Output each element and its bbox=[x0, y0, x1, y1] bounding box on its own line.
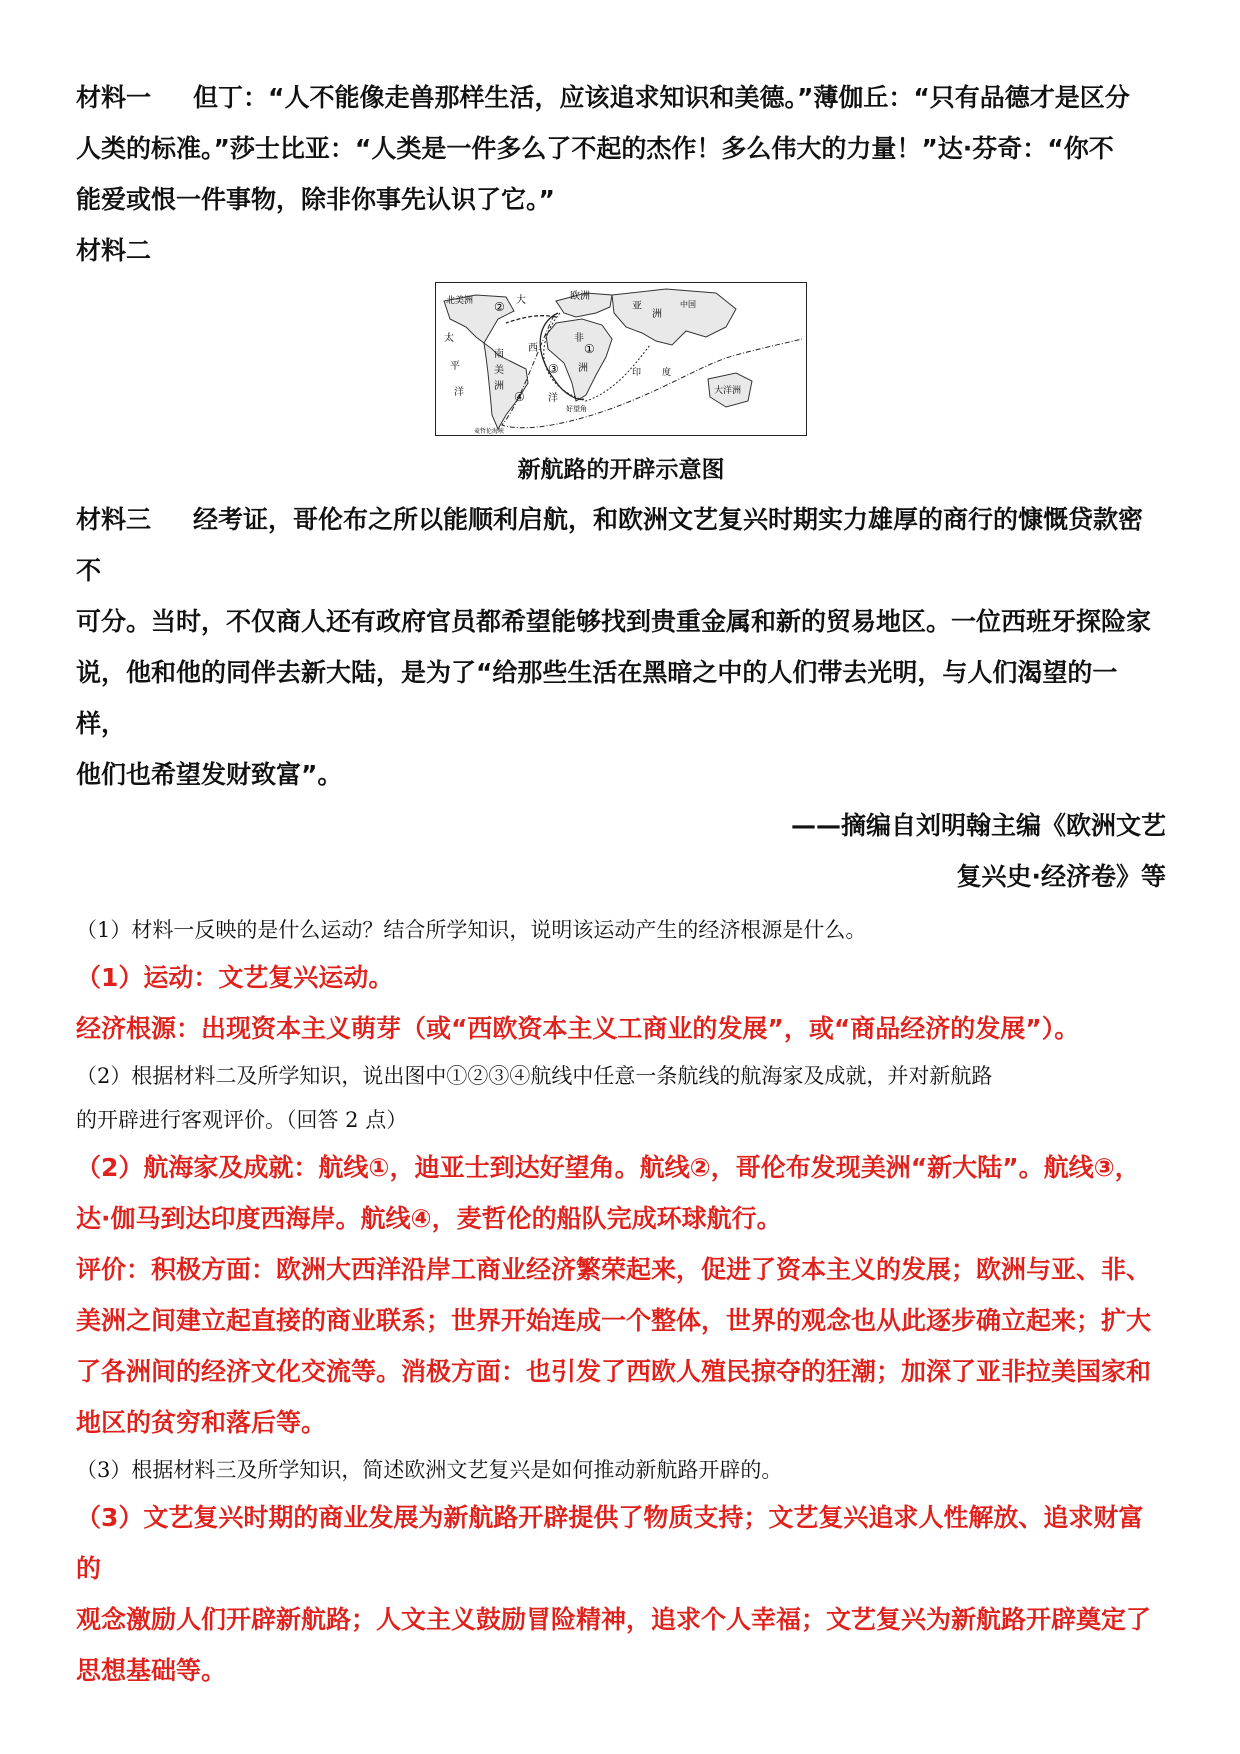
map-caption: 新航路的开辟示意图 bbox=[517, 457, 725, 483]
map-label-india-du: 度 bbox=[662, 368, 672, 378]
map-label-tai: 太 bbox=[444, 333, 454, 344]
q3-answer-1: （3）文艺复兴时期的商业发展为新航路开辟提供了物质支持；文艺复兴追求人性解放、追求财富的 bbox=[76, 1503, 1144, 1583]
map-label-da: 大 bbox=[516, 295, 526, 306]
map-route-1: ① bbox=[584, 342, 595, 356]
q3-answer-3: 思想基础等。 bbox=[76, 1656, 227, 1685]
material3-label: 材料三 bbox=[76, 505, 152, 534]
map-label-sa-nan: 南 bbox=[494, 349, 504, 360]
map-route-3: ③ bbox=[548, 362, 559, 376]
material3-line-2: 可分。当时，不仅商人还有政府官员都希望能够找到贵重金属和新的贸易地区。一位西班牙探险家 bbox=[76, 607, 1152, 636]
material2-label: 材料二 bbox=[76, 236, 152, 265]
map-label-ping: 平 bbox=[450, 361, 460, 372]
material1-line-3: 能爱或恨一件事物，除非你事先认识了它。” bbox=[76, 185, 555, 214]
map-route-2: ② bbox=[494, 300, 505, 314]
q3-answer-2: 观念激励人们开辟新航路；人文主义鼓励冒险精神，追求个人幸福；文艺复兴为新航路开辟奠定了 bbox=[76, 1605, 1152, 1634]
map-label-cape: 好望角 bbox=[566, 405, 587, 413]
material3-line-3: 说，他和他的同伴去新大陆，是为了“给那些生活在黑暗之中的人们带去光明，与人们渴望的一样， bbox=[76, 658, 1118, 738]
material3-source-2: 复兴史·经济卷》等 bbox=[956, 862, 1166, 891]
map-figure bbox=[76, 282, 1166, 440]
map-label-africa-fei: 非 bbox=[574, 333, 584, 344]
map-route-4: ④ bbox=[514, 390, 525, 404]
map-label-sa-mei: 美 bbox=[494, 365, 504, 376]
q2-question-1: （2）根据材料二及所学知识，说出图中①②③④航线中任意一条航线的航海家及成就，并对新航路 bbox=[76, 1064, 993, 1088]
map-label-china: 中国 bbox=[680, 300, 696, 309]
q2-question-2: 的开辟进行客观评价。（回答 2 点） bbox=[76, 1108, 408, 1132]
q2-answer-6: 地区的贫穷和落后等。 bbox=[76, 1408, 327, 1437]
q2-answer-4: 美洲之间建立起直接的商业联系；世界开始连成一个整体，世界的观念也从此逐步确立起来；扩大 bbox=[76, 1306, 1152, 1335]
map-label-sa-zhou: 洲 bbox=[494, 381, 504, 392]
material1-line-2: 人类的标准。”莎士比亚：“人类是一件多么了不起的杰作！多么伟大的力量！”达·芬奇：“你不 bbox=[76, 134, 1114, 163]
material3-line-4: 他们也希望发财致富”。 bbox=[76, 760, 343, 789]
map-label-oceania: 大洋洲 bbox=[714, 386, 742, 396]
q1-answer-2: 经济根源：出现资本主义萌芽（或“西欧资本主义工商业的发展”，或“商品经济的发展”）。 bbox=[76, 1014, 1080, 1043]
material1-label: 材料一 bbox=[76, 83, 152, 112]
map-label-yang-left: 洋 bbox=[454, 387, 464, 398]
q2-answer-5: 了各洲间的经济文化交流等。消极方面：也引发了西欧人殖民掠夺的狂潮；加深了亚非拉美国家和 bbox=[76, 1357, 1152, 1386]
map-label-asia-ya: 亚 bbox=[632, 301, 642, 312]
material3-source-1: ——摘编自刘明翰主编《欧洲文艺 bbox=[790, 811, 1166, 840]
q2-answer-2: 达·伽马到达印度西海岸。航线④，麦哲伦的船队完成环球航行。 bbox=[76, 1204, 782, 1233]
material3-line-1: 材料三 经考证，哥伦布之所以能顺利启航，和欧洲文艺复兴时期实力雄厚的商行的慷慨贷款密不 bbox=[76, 505, 1144, 585]
q3-question: （3）根据材料三及所学知识，简述欧洲文艺复兴是如何推动新航路开辟的。 bbox=[76, 1458, 783, 1482]
map-label-europe: 欧洲 bbox=[570, 291, 590, 302]
map-label-india-yin: 印 bbox=[632, 368, 642, 378]
map-svg bbox=[436, 283, 806, 435]
map-label-africa-zhou: 洲 bbox=[578, 363, 588, 374]
material1-line-1: 材料一 但丁：“人不能像走兽那样生活，应该追求知识和美德。”薄伽丘：“只有品德才是区分 bbox=[76, 83, 1130, 112]
q1-question: （1）材料一反映的是什么运动？结合所学知识，说明该运动产生的经济根源是什么。 bbox=[76, 918, 867, 942]
map-label-north-america: 北美洲 bbox=[446, 296, 474, 306]
map-label-xi: 西 bbox=[528, 343, 538, 354]
q2-answer-1: （2）航海家及成就：航线①，迪亚士到达好望角。航线②，哥伦布发现美洲“新大陆”。航线③， bbox=[76, 1153, 1140, 1182]
document-page bbox=[76, 72, 1166, 1696]
q2-answer-3: 评价：积极方面：欧洲大西洋沿岸工商业经济繁荣起来，促进了资本主义的发展；欧洲与亚、非、 bbox=[76, 1255, 1152, 1284]
map-label-magellan-strait: 麦哲伦海峡 bbox=[474, 428, 505, 435]
q1-answer-1: （1）运动：文艺复兴运动。 bbox=[76, 963, 394, 992]
map-label-yang-atl: 洋 bbox=[548, 393, 558, 404]
map-label-asia-zhou: 洲 bbox=[652, 309, 662, 320]
new-routes-map bbox=[435, 282, 807, 436]
